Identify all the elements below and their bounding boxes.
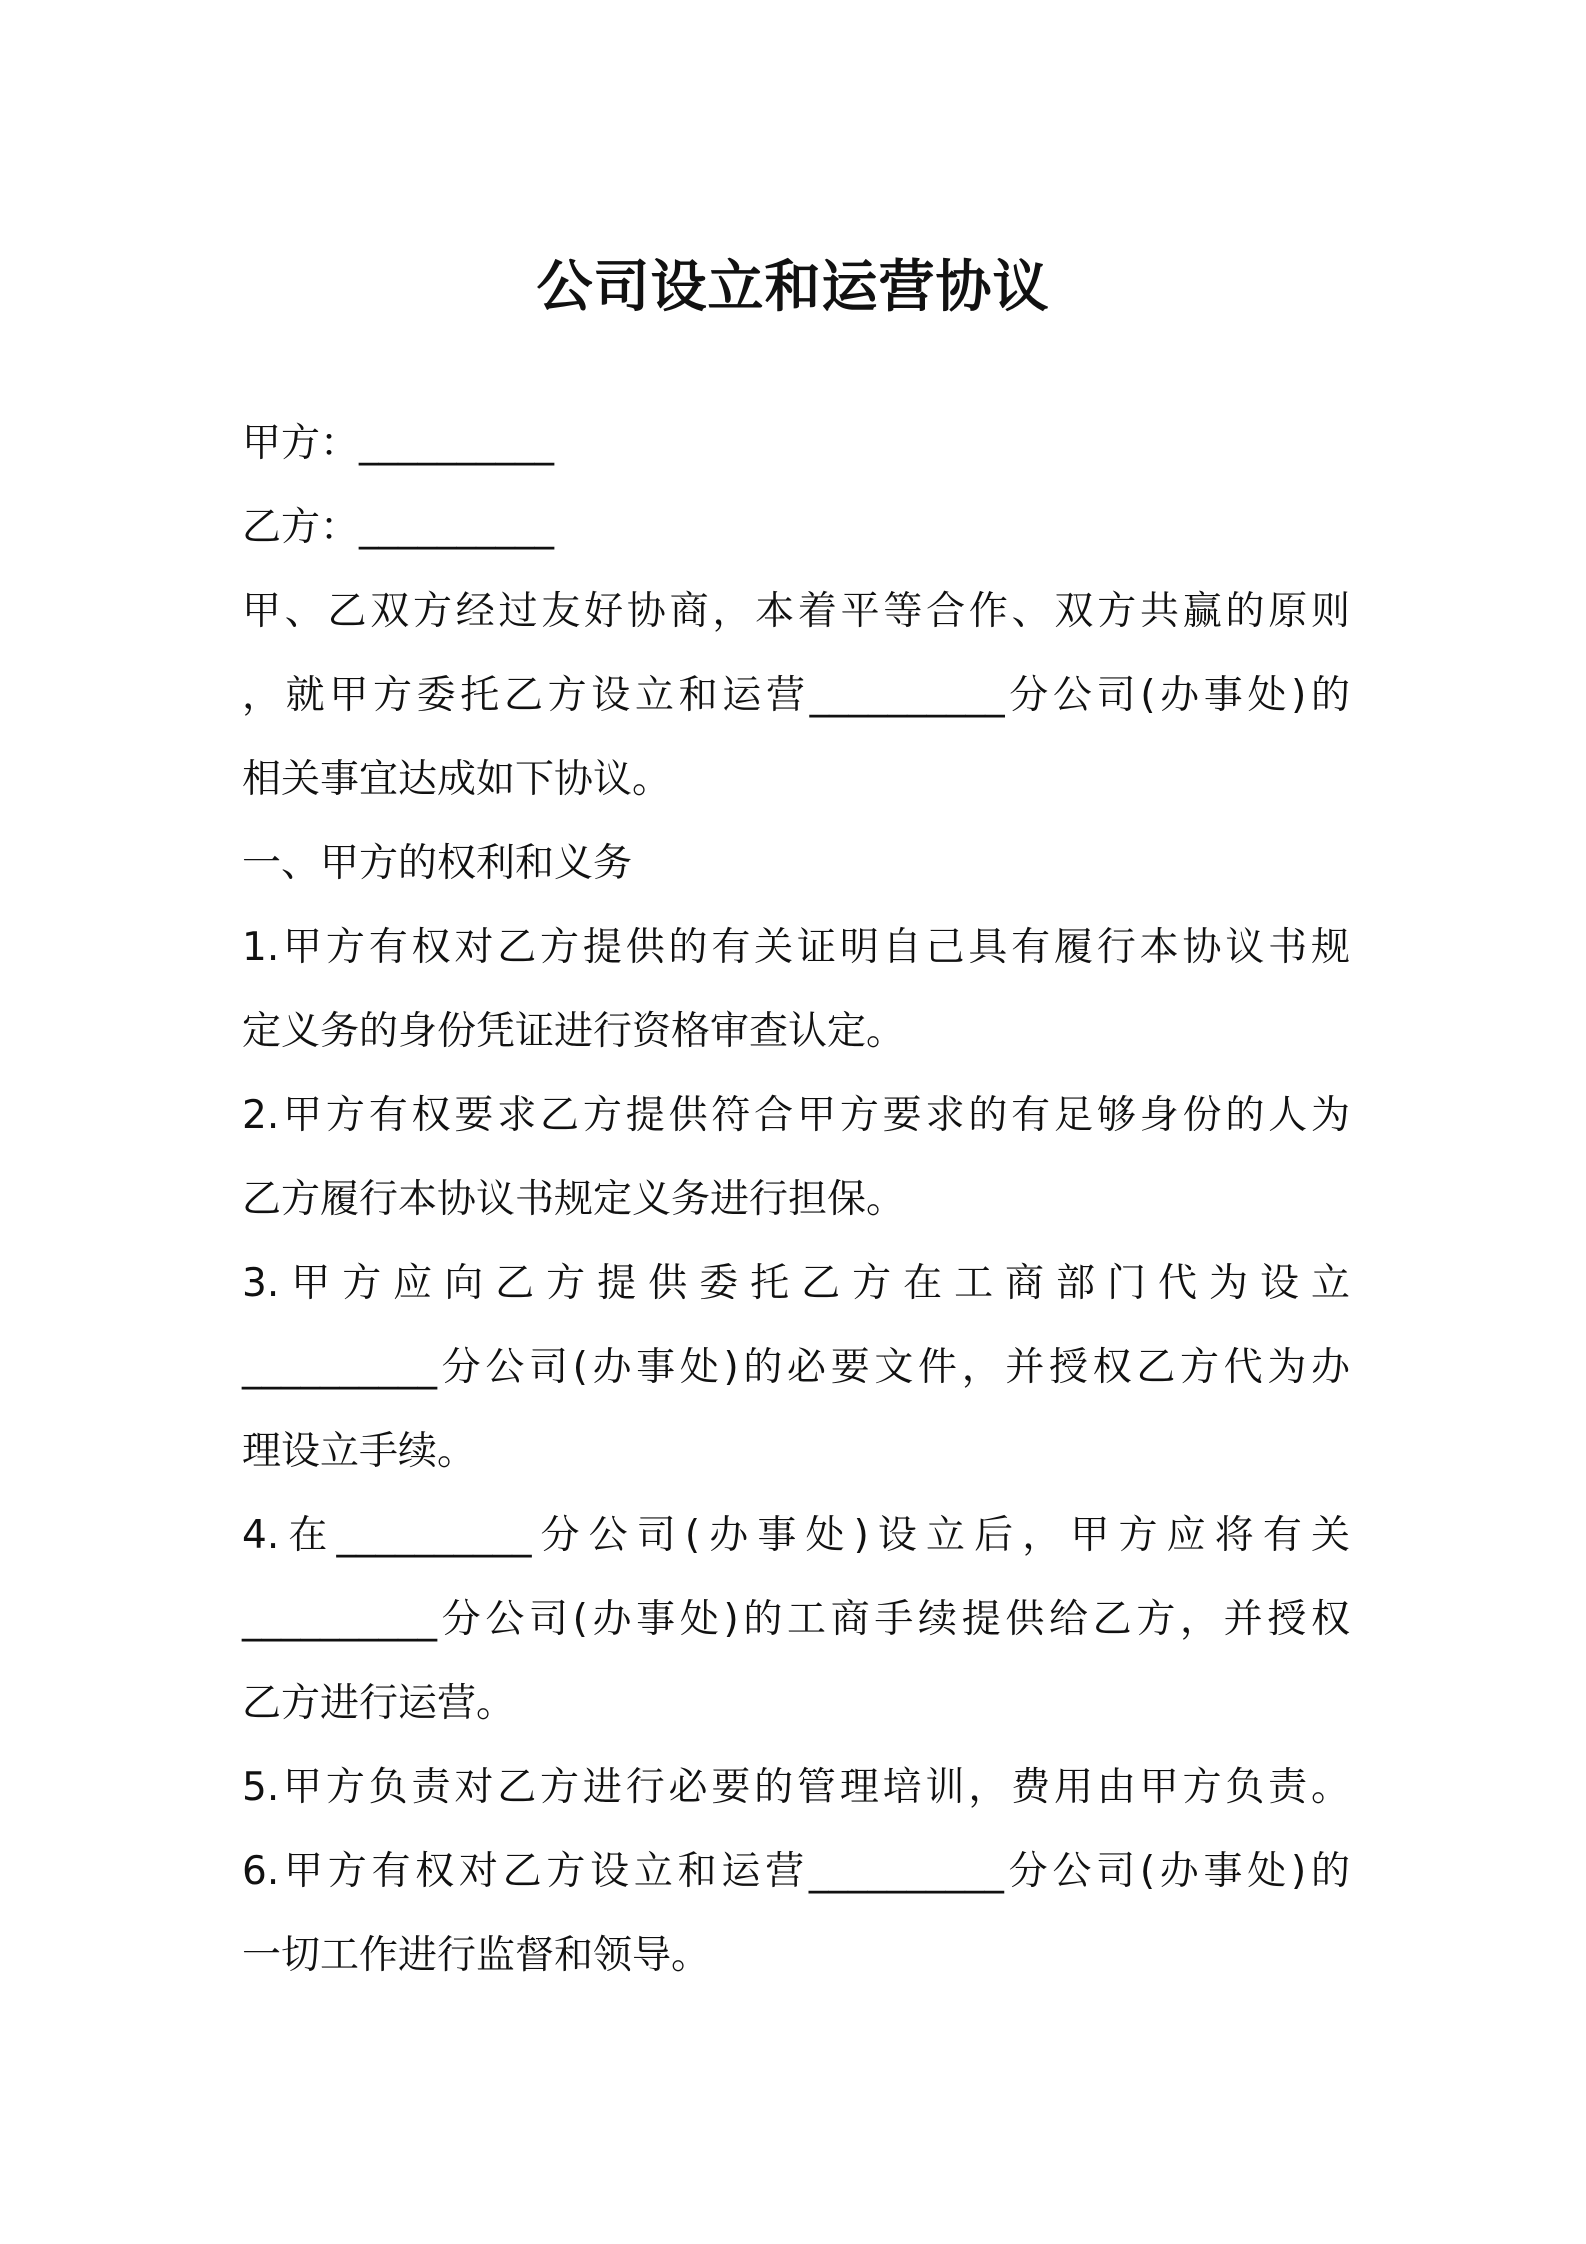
preamble-line-3: 相关事宜达成如下协议。 xyxy=(242,757,672,802)
preamble-line-1: 甲、乙双方经过友好协商，本着平等合作、双方共赢的原则 xyxy=(242,589,1350,634)
clause-5-line-1: 5.甲方负责对乙方进行必要的管理培训，费用由甲方负责。 xyxy=(242,1765,1350,1810)
preamble-line-2: ，就甲方委托乙方设立和运营__________分公司(办事处)的 xyxy=(242,673,1350,718)
clause-4-line-2: __________分公司(办事处)的工商手续提供给乙方，并授权 xyxy=(242,1597,1350,1642)
document-title: 公司设立和运营协议 xyxy=(536,255,1050,320)
party-b-line: 乙方：__________ xyxy=(242,505,555,550)
party-a-line: 甲方：__________ xyxy=(242,421,555,466)
clause-1-line-1: 1.甲方有权对乙方提供的有关证明自己具有履行本协议书规 xyxy=(242,925,1350,970)
clause-2-line-1: 2.甲方有权要求乙方提供符合甲方要求的有足够身份的人为 xyxy=(242,1093,1350,1138)
clause-4-line-1: 4.在__________分公司(办事处)设立后，甲方应将有关 xyxy=(242,1513,1350,1558)
clause-3-line-3: 理设立手续。 xyxy=(242,1429,477,1474)
clause-2-line-2: 乙方履行本协议书规定义务进行担保。 xyxy=(242,1177,906,1222)
section-heading: 一、甲方的权利和义务 xyxy=(242,841,633,886)
clause-4-line-3: 乙方进行运营。 xyxy=(242,1681,516,1726)
clause-6-line-1: 6.甲方有权对乙方设立和运营__________分公司(办事处)的 xyxy=(242,1849,1350,1894)
clause-3-line-2: __________分公司(办事处)的必要文件，并授权乙方代为办 xyxy=(242,1345,1350,1390)
clause-3-line-1: 3.甲方应向乙方提供委托乙方在工商部门代为设立 xyxy=(242,1261,1350,1306)
clause-1-line-2: 定义务的身份凭证进行资格审查认定。 xyxy=(242,1009,906,1054)
clause-6-line-2: 一切工作进行监督和领导。 xyxy=(242,1933,711,1978)
